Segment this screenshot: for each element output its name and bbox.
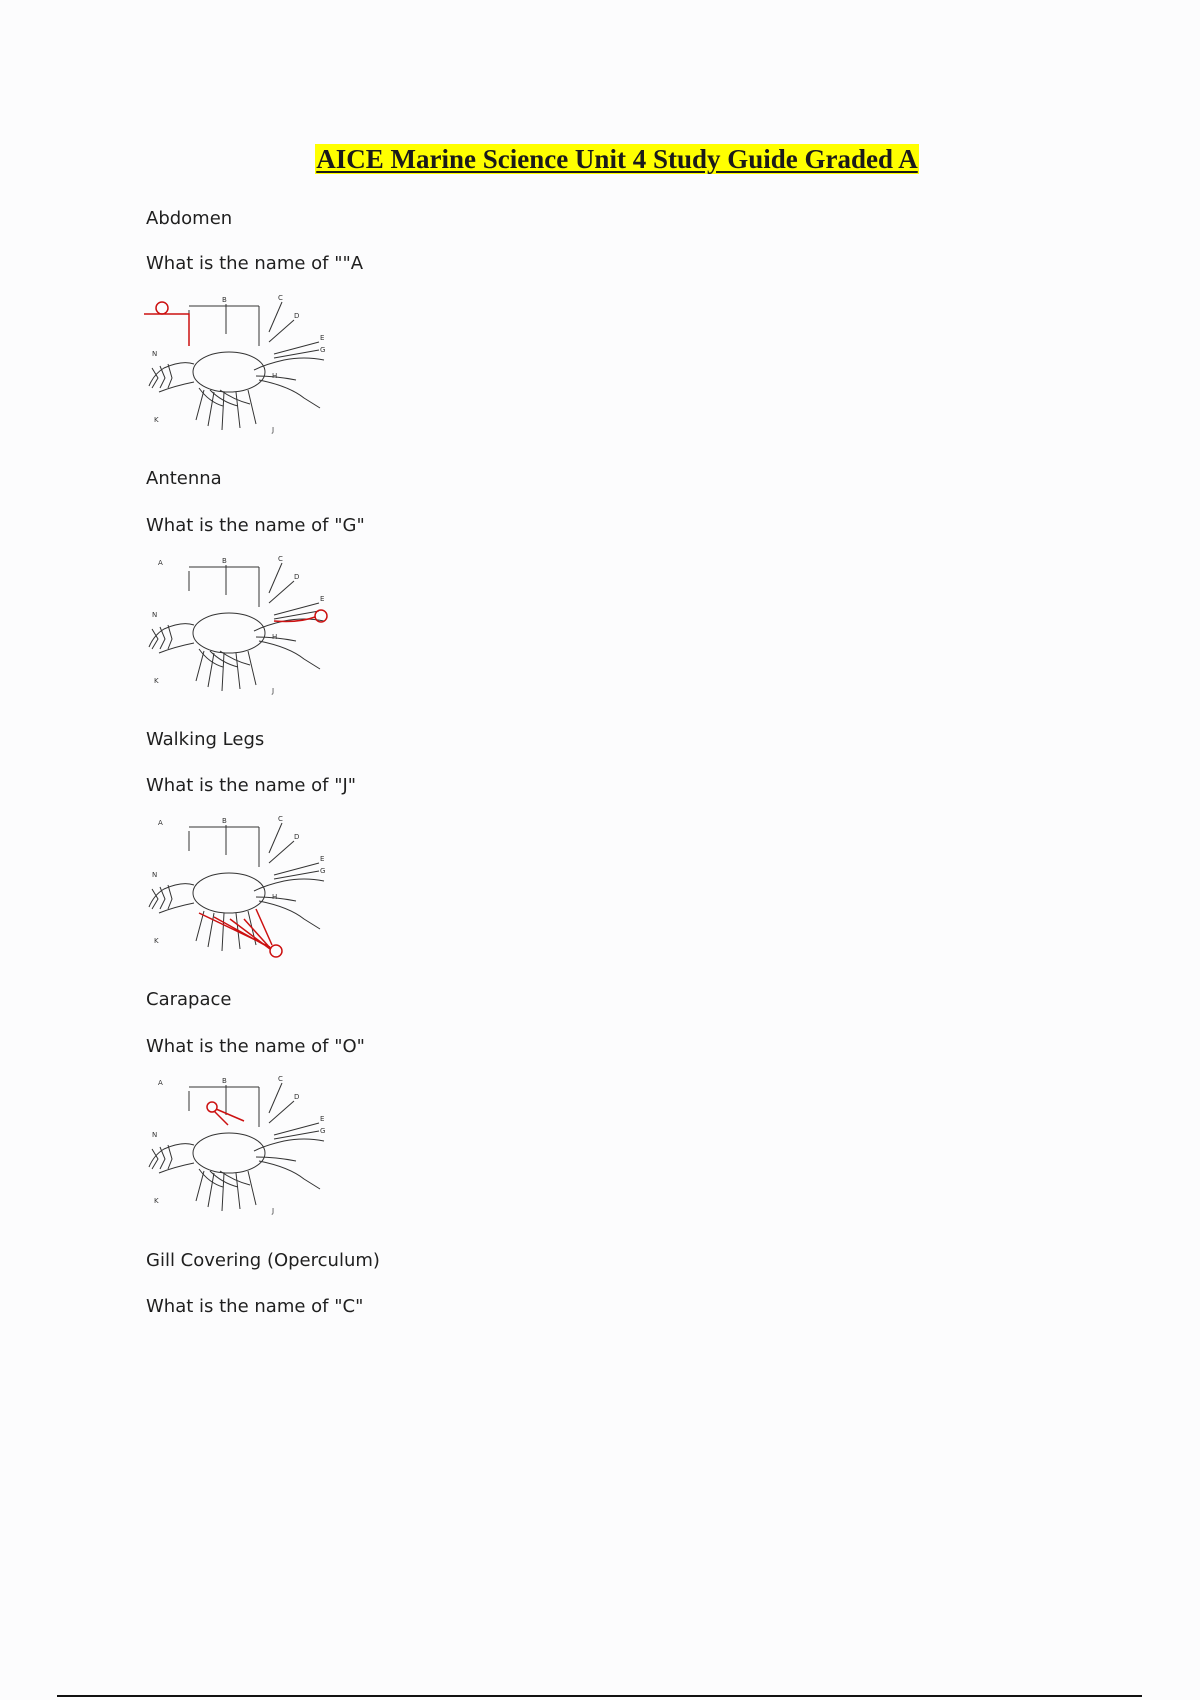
page-title <box>0 143 1200 175</box>
answer-text: Carapace <box>146 989 232 1010</box>
crayfish-diagram-highlight-G <box>144 553 332 703</box>
svg-text:H: H <box>272 893 278 901</box>
svg-text:E: E <box>320 334 325 342</box>
svg-text:D: D <box>294 312 300 320</box>
answer-text: Walking Legs <box>146 729 265 750</box>
crayfish-diagram-highlight-A <box>144 292 332 442</box>
svg-text:B: B <box>222 557 227 565</box>
crayfish-diagram-highlight-J <box>144 813 332 963</box>
svg-text:E: E <box>320 595 325 603</box>
svg-text:B: B <box>222 1077 227 1085</box>
crayfish-diagram-highlight-O <box>144 1073 332 1223</box>
question-text: What is the name of "G" <box>146 515 365 536</box>
question-text: What is the name of "O" <box>146 1036 365 1057</box>
svg-text:G: G <box>320 346 326 354</box>
svg-text:D: D <box>294 573 300 581</box>
svg-text:J: J <box>272 426 275 434</box>
svg-text:A: A <box>158 1079 163 1087</box>
svg-text:C: C <box>278 294 283 302</box>
svg-text:N: N <box>152 871 158 879</box>
svg-text:K: K <box>154 677 159 685</box>
svg-text:G: G <box>320 1127 326 1135</box>
svg-text:C: C <box>278 815 283 823</box>
answer-text: Gill Covering (Operculum) <box>146 1250 380 1271</box>
svg-text:N: N <box>152 611 158 619</box>
svg-text:C: C <box>278 1075 283 1083</box>
svg-text:N: N <box>152 350 158 358</box>
svg-text:J: J <box>272 687 275 695</box>
crayfish-body <box>149 1083 324 1211</box>
crayfish-body <box>149 823 324 951</box>
svg-text:C: C <box>278 555 283 563</box>
svg-text:G: G <box>320 867 326 875</box>
highlight-annotation <box>199 909 282 957</box>
svg-text:E: E <box>320 1115 325 1123</box>
title-text: AICE Marine Science Unit 4 Study Guide Graded A <box>316 144 918 174</box>
question-text: What is the name of ""A <box>146 253 364 274</box>
footer-divider <box>57 1695 1142 1697</box>
crayfish-body <box>149 563 324 691</box>
svg-text:J: J <box>272 1207 275 1215</box>
svg-text:E: E <box>320 855 325 863</box>
svg-text:D: D <box>294 833 300 841</box>
svg-text:B: B <box>222 817 227 825</box>
svg-text:H: H <box>272 633 278 641</box>
svg-text:A: A <box>158 819 163 827</box>
highlight-annotation <box>144 302 189 346</box>
crayfish-body <box>149 302 324 430</box>
question-text: What is the name of "C" <box>146 1296 364 1317</box>
svg-text:D: D <box>294 1093 300 1101</box>
svg-text:N: N <box>152 1131 158 1139</box>
svg-text:K: K <box>154 937 159 945</box>
svg-text:K: K <box>154 1197 159 1205</box>
svg-text:A: A <box>158 559 163 567</box>
answer-text: Antenna <box>146 468 222 489</box>
svg-text:H: H <box>272 372 278 380</box>
question-text: What is the name of "J" <box>146 775 357 796</box>
svg-text:K: K <box>154 416 159 424</box>
answer-text: Abdomen <box>146 208 233 229</box>
svg-text:B: B <box>222 296 227 304</box>
